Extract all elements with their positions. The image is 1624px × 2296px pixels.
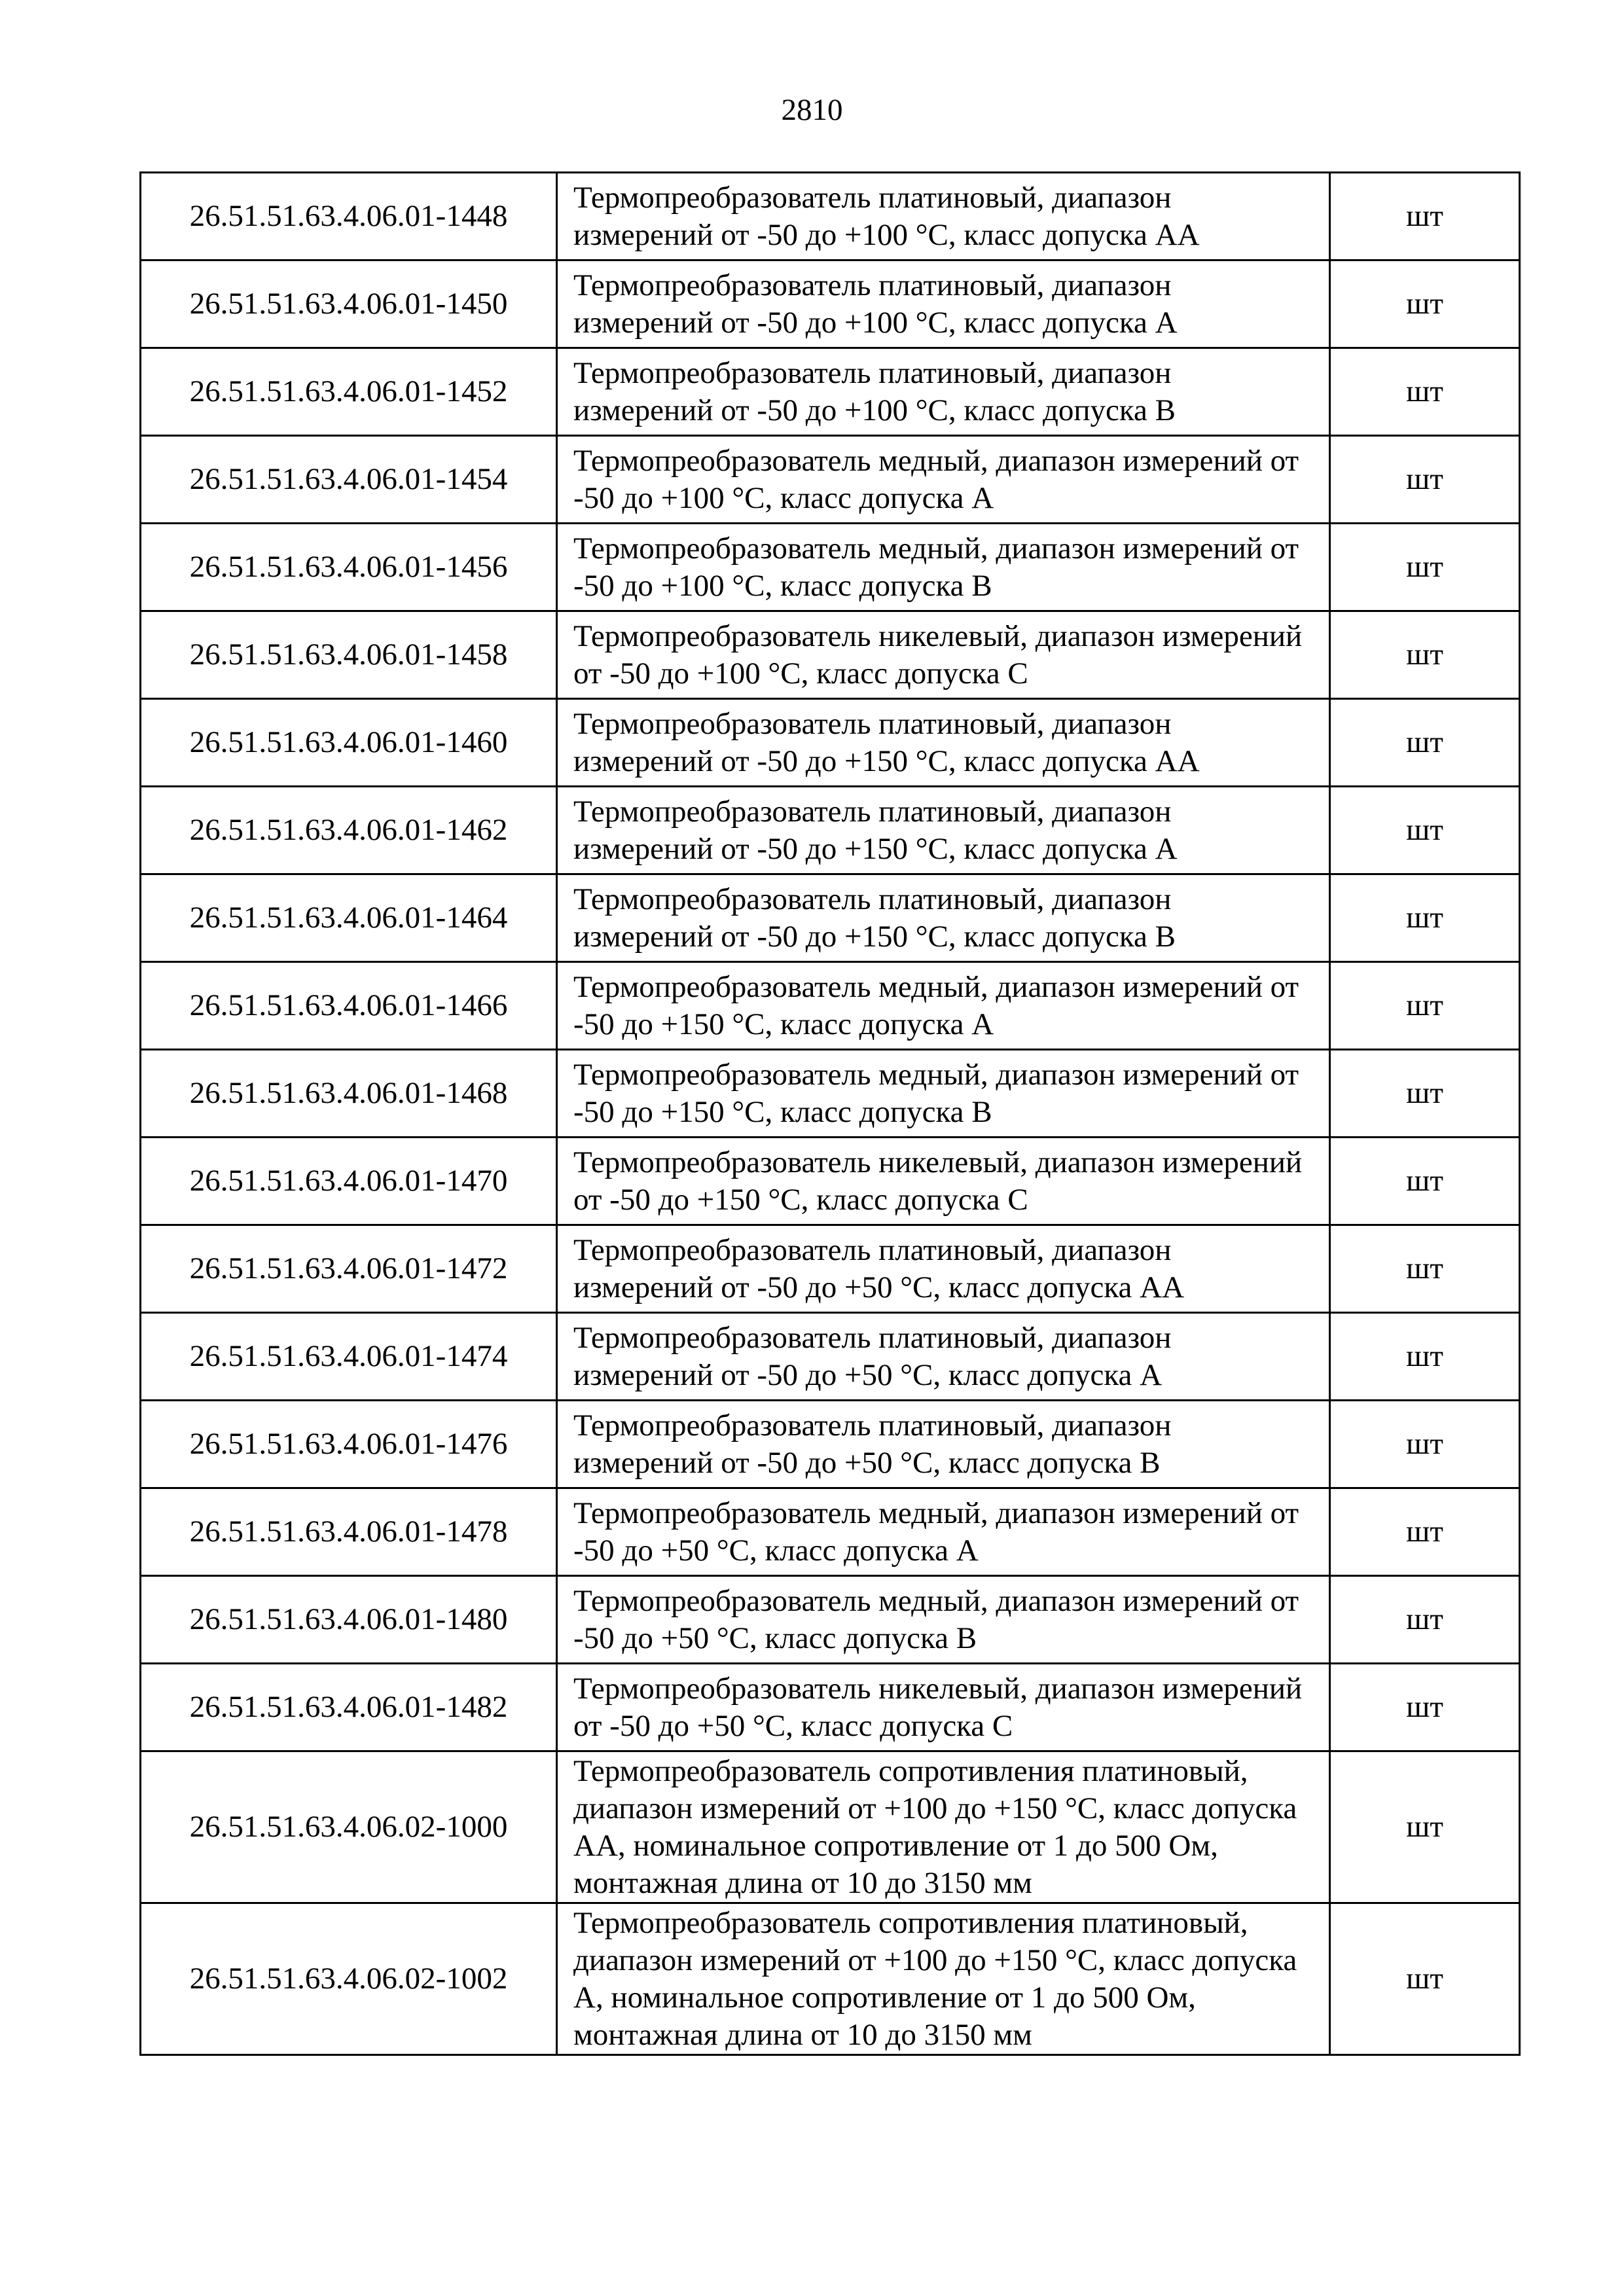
item-name-cell: Термопреобразователь сопротивления платиновый, диапазон измерений от +100 до +150 °С, класс допуска АА, номинальное сопротивление от 1 до 500 Ом, монтажная длина от 10 до 3150 мм (557, 1751, 1330, 1903)
table-row (141, 1751, 1520, 1903)
item-name-cell: Термопреобразователь медный, диапазон измерений от -50 до +150 °С, класс допуска В (557, 1050, 1330, 1138)
table-row (141, 1313, 1520, 1401)
table-row (141, 260, 1520, 348)
item-unit-cell: шт (1330, 1138, 1520, 1225)
table-row (141, 962, 1520, 1050)
item-code-cell: 26.51.51.63.4.06.01-1476 (141, 1401, 557, 1488)
item-code-cell: 26.51.51.63.4.06.01-1466 (141, 962, 557, 1050)
item-unit-cell: шт (1330, 1401, 1520, 1488)
item-name-cell: Термопреобразователь никелевый, диапазон измерений от -50 до +50 °С, класс допуска С (557, 1664, 1330, 1751)
item-code-cell: 26.51.51.63.4.06.01-1474 (141, 1313, 557, 1401)
table-row (141, 1138, 1520, 1225)
item-code-cell: 26.51.51.63.4.06.01-1450 (141, 260, 557, 348)
items-table (139, 171, 1521, 2056)
table-row (141, 1664, 1520, 1751)
item-code-cell: 26.51.51.63.4.06.01-1478 (141, 1488, 557, 1576)
item-code-cell: 26.51.51.63.4.06.01-1464 (141, 874, 557, 962)
table-row (141, 787, 1520, 874)
item-code-cell: 26.51.51.63.4.06.01-1452 (141, 348, 557, 436)
item-code-cell: 26.51.51.63.4.06.01-1468 (141, 1050, 557, 1138)
table-row (141, 874, 1520, 962)
table-row (141, 436, 1520, 524)
item-name-cell: Термопреобразователь никелевый, диапазон измерений от -50 до +150 °С, класс допуска С (557, 1138, 1330, 1225)
table-row (141, 1488, 1520, 1576)
item-name-cell: Термопреобразователь медный, диапазон измерений от -50 до +50 °С, класс допуска А (557, 1488, 1330, 1576)
item-code-cell: 26.51.51.63.4.06.01-1448 (141, 173, 557, 260)
item-unit-cell: шт (1330, 1903, 1520, 2055)
item-name-cell: Термопреобразователь никелевый, диапазон измерений от -50 до +100 °С, класс допуска С (557, 611, 1330, 699)
item-unit-cell: шт (1330, 699, 1520, 787)
item-unit-cell: шт (1330, 1313, 1520, 1401)
item-unit-cell: шт (1330, 1050, 1520, 1138)
item-unit-cell: шт (1330, 1488, 1520, 1576)
item-name-cell: Термопреобразователь платиновый, диапазон измерений от -50 до +150 °С, класс допуска АА (557, 699, 1330, 787)
item-unit-cell: шт (1330, 874, 1520, 962)
item-name-cell: Термопреобразователь платиновый, диапазон измерений от -50 до +150 °С, класс допуска В (557, 874, 1330, 962)
table-row (141, 173, 1520, 260)
item-code-cell: 26.51.51.63.4.06.02-1002 (141, 1903, 557, 2055)
item-name-cell: Термопреобразователь медный, диапазон измерений от -50 до +50 °С, класс допуска В (557, 1576, 1330, 1664)
item-code-cell: 26.51.51.63.4.06.01-1456 (141, 524, 557, 611)
item-code-cell: 26.51.51.63.4.06.01-1482 (141, 1664, 557, 1751)
item-name-cell: Термопреобразователь платиновый, диапазон измерений от -50 до +150 °С, класс допуска А (557, 787, 1330, 874)
table-row (141, 1050, 1520, 1138)
item-unit-cell: шт (1330, 260, 1520, 348)
item-name-cell: Термопреобразователь платиновый, диапазон измерений от -50 до +100 °С, класс допуска В (557, 348, 1330, 436)
item-unit-cell: шт (1330, 524, 1520, 611)
item-code-cell: 26.51.51.63.4.06.01-1472 (141, 1225, 557, 1313)
table-row (141, 1576, 1520, 1664)
item-name-cell: Термопреобразователь медный, диапазон измерений от -50 до +150 °С, класс допуска А (557, 962, 1330, 1050)
item-code-cell: 26.51.51.63.4.06.01-1454 (141, 436, 557, 524)
item-name-cell: Термопреобразователь платиновый, диапазон измерений от -50 до +50 °С, класс допуска АА (557, 1225, 1330, 1313)
item-unit-cell: шт (1330, 348, 1520, 436)
item-name-cell: Термопреобразователь платиновый, диапазон измерений от -50 до +100 °С, класс допуска А (557, 260, 1330, 348)
item-unit-cell: шт (1330, 787, 1520, 874)
item-unit-cell: шт (1330, 1664, 1520, 1751)
table-row (141, 1903, 1520, 2055)
table-row (141, 524, 1520, 611)
table-row (141, 611, 1520, 699)
item-code-cell: 26.51.51.63.4.06.01-1470 (141, 1138, 557, 1225)
item-code-cell: 26.51.51.63.4.06.01-1480 (141, 1576, 557, 1664)
item-name-cell: Термопреобразователь медный, диапазон измерений от -50 до +100 °С, класс допуска В (557, 524, 1330, 611)
item-name-cell: Термопреобразователь сопротивления платиновый, диапазон измерений от +100 до +150 °С, класс допуска А, номинальное сопротивление от 1 до 500 Ом, монтажная длина от 10 до 3150 мм (557, 1903, 1330, 2055)
table-row (141, 348, 1520, 436)
item-code-cell: 26.51.51.63.4.06.01-1462 (141, 787, 557, 874)
item-name-cell: Термопреобразователь платиновый, диапазон измерений от -50 до +100 °С, класс допуска АА (557, 173, 1330, 260)
item-unit-cell: шт (1330, 173, 1520, 260)
item-unit-cell: шт (1330, 1576, 1520, 1664)
items-table-body (141, 173, 1520, 2055)
item-code-cell: 26.51.51.63.4.06.01-1458 (141, 611, 557, 699)
table-row (141, 1225, 1520, 1313)
table-row (141, 1401, 1520, 1488)
item-name-cell: Термопреобразователь медный, диапазон измерений от -50 до +100 °С, класс допуска А (557, 436, 1330, 524)
item-unit-cell: шт (1330, 962, 1520, 1050)
item-unit-cell: шт (1330, 1225, 1520, 1313)
item-name-cell: Термопреобразователь платиновый, диапазон измерений от -50 до +50 °С, класс допуска А (557, 1313, 1330, 1401)
item-unit-cell: шт (1330, 1751, 1520, 1903)
item-code-cell: 26.51.51.63.4.06.02-1000 (141, 1751, 557, 1903)
item-name-cell: Термопреобразователь платиновый, диапазон измерений от -50 до +50 °С, класс допуска В (557, 1401, 1330, 1488)
item-unit-cell: шт (1330, 436, 1520, 524)
page-number: 2810 (781, 93, 843, 127)
item-code-cell: 26.51.51.63.4.06.01-1460 (141, 699, 557, 787)
item-unit-cell: шт (1330, 611, 1520, 699)
table-row (141, 699, 1520, 787)
